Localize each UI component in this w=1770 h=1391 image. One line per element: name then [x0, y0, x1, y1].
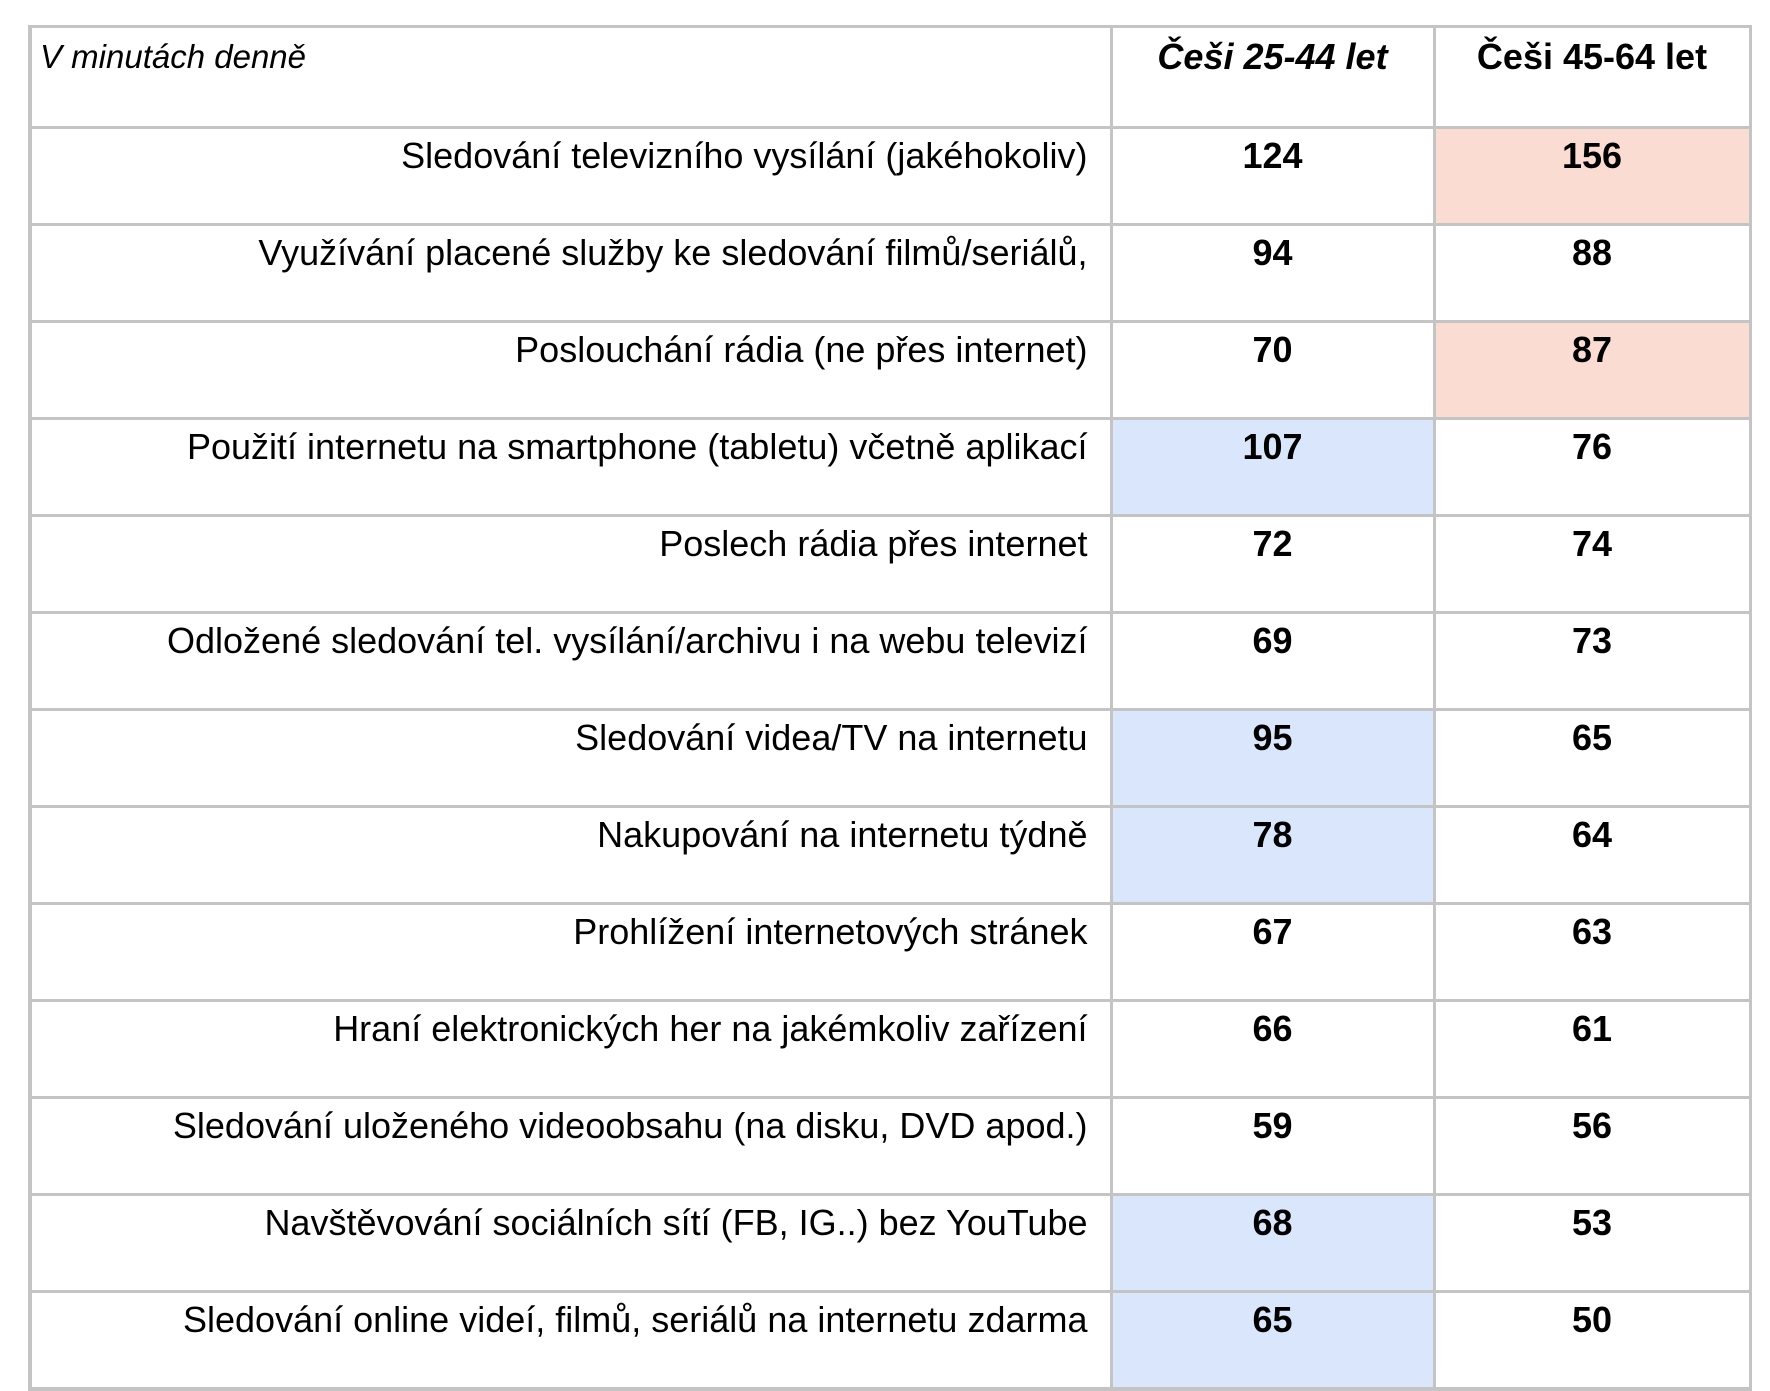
- value-cell-45-64: 65: [1434, 710, 1750, 807]
- usage-table: [28, 25, 1752, 1391]
- value-cell-25-44: 124: [1111, 128, 1434, 225]
- value-cell-45-64: 76: [1434, 419, 1750, 516]
- table-row: [30, 710, 1750, 807]
- row-label: Hraní elektronických her na jakémkoliv zařízení: [30, 1001, 1111, 1098]
- row-label: Poslech rádia přes internet: [30, 516, 1111, 613]
- value-cell-25-44: 69: [1111, 613, 1434, 710]
- row-label: Sledování online videí, filmů, seriálů na internetu zdarma: [30, 1292, 1111, 1390]
- row-label: Prohlížení internetových stránek: [30, 904, 1111, 1001]
- row-label: Sledování videa/TV na internetu: [30, 710, 1111, 807]
- value-cell-25-44: 65: [1111, 1292, 1434, 1390]
- value-cell-25-44: 67: [1111, 904, 1434, 1001]
- value-cell-25-44: 95: [1111, 710, 1434, 807]
- table-row: [30, 904, 1750, 1001]
- table-row: [30, 1098, 1750, 1195]
- table-row: [30, 322, 1750, 419]
- value-cell-45-64: 74: [1434, 516, 1750, 613]
- table-row: [30, 419, 1750, 516]
- table-row: [30, 1001, 1750, 1098]
- table-row: [30, 516, 1750, 613]
- value-cell-45-64: 64: [1434, 807, 1750, 904]
- row-label: Sledování uloženého videoobsahu (na disku, DVD apod.): [30, 1098, 1111, 1195]
- row-label: Poslouchání rádia (ne přes internet): [30, 322, 1111, 419]
- table-caption: V minutách denně: [30, 27, 1111, 128]
- value-cell-45-64: 56: [1434, 1098, 1750, 1195]
- table-row: [30, 128, 1750, 225]
- column-header-45-64: Češi 45-64 let: [1434, 27, 1750, 128]
- value-cell-45-64: 50: [1434, 1292, 1750, 1390]
- table-row: [30, 1195, 1750, 1292]
- table-row: [30, 807, 1750, 904]
- value-cell-25-44: 70: [1111, 322, 1434, 419]
- value-cell-45-64: 53: [1434, 1195, 1750, 1292]
- table-row: [30, 225, 1750, 322]
- value-cell-25-44: 78: [1111, 807, 1434, 904]
- value-cell-45-64: 88: [1434, 225, 1750, 322]
- table-body: [30, 128, 1750, 1390]
- row-label: Sledování televizního vysílání (jakéhokoliv): [30, 128, 1111, 225]
- value-cell-45-64: 87: [1434, 322, 1750, 419]
- row-label: Použití internetu na smartphone (tabletu) včetně aplikací: [30, 419, 1111, 516]
- table-row: [30, 1292, 1750, 1390]
- value-cell-45-64: 73: [1434, 613, 1750, 710]
- value-cell-25-44: 66: [1111, 1001, 1434, 1098]
- row-label: Navštěvování sociálních sítí (FB, IG..) bez YouTube: [30, 1195, 1111, 1292]
- value-cell-45-64: 61: [1434, 1001, 1750, 1098]
- column-header-25-44: Češi 25-44 let: [1111, 27, 1434, 128]
- value-cell-45-64: 63: [1434, 904, 1750, 1001]
- row-label: Využívání placené služby ke sledování filmů/seriálů,: [30, 225, 1111, 322]
- value-cell-25-44: 59: [1111, 1098, 1434, 1195]
- row-label: Odložené sledování tel. vysílání/archivu i na webu televizí: [30, 613, 1111, 710]
- value-cell-25-44: 107: [1111, 419, 1434, 516]
- value-cell-25-44: 94: [1111, 225, 1434, 322]
- table-row: [30, 613, 1750, 710]
- header-row: [30, 27, 1750, 128]
- value-cell-25-44: 72: [1111, 516, 1434, 613]
- value-cell-25-44: 68: [1111, 1195, 1434, 1292]
- value-cell-45-64: 156: [1434, 128, 1750, 225]
- row-label: Nakupování na internetu týdně: [30, 807, 1111, 904]
